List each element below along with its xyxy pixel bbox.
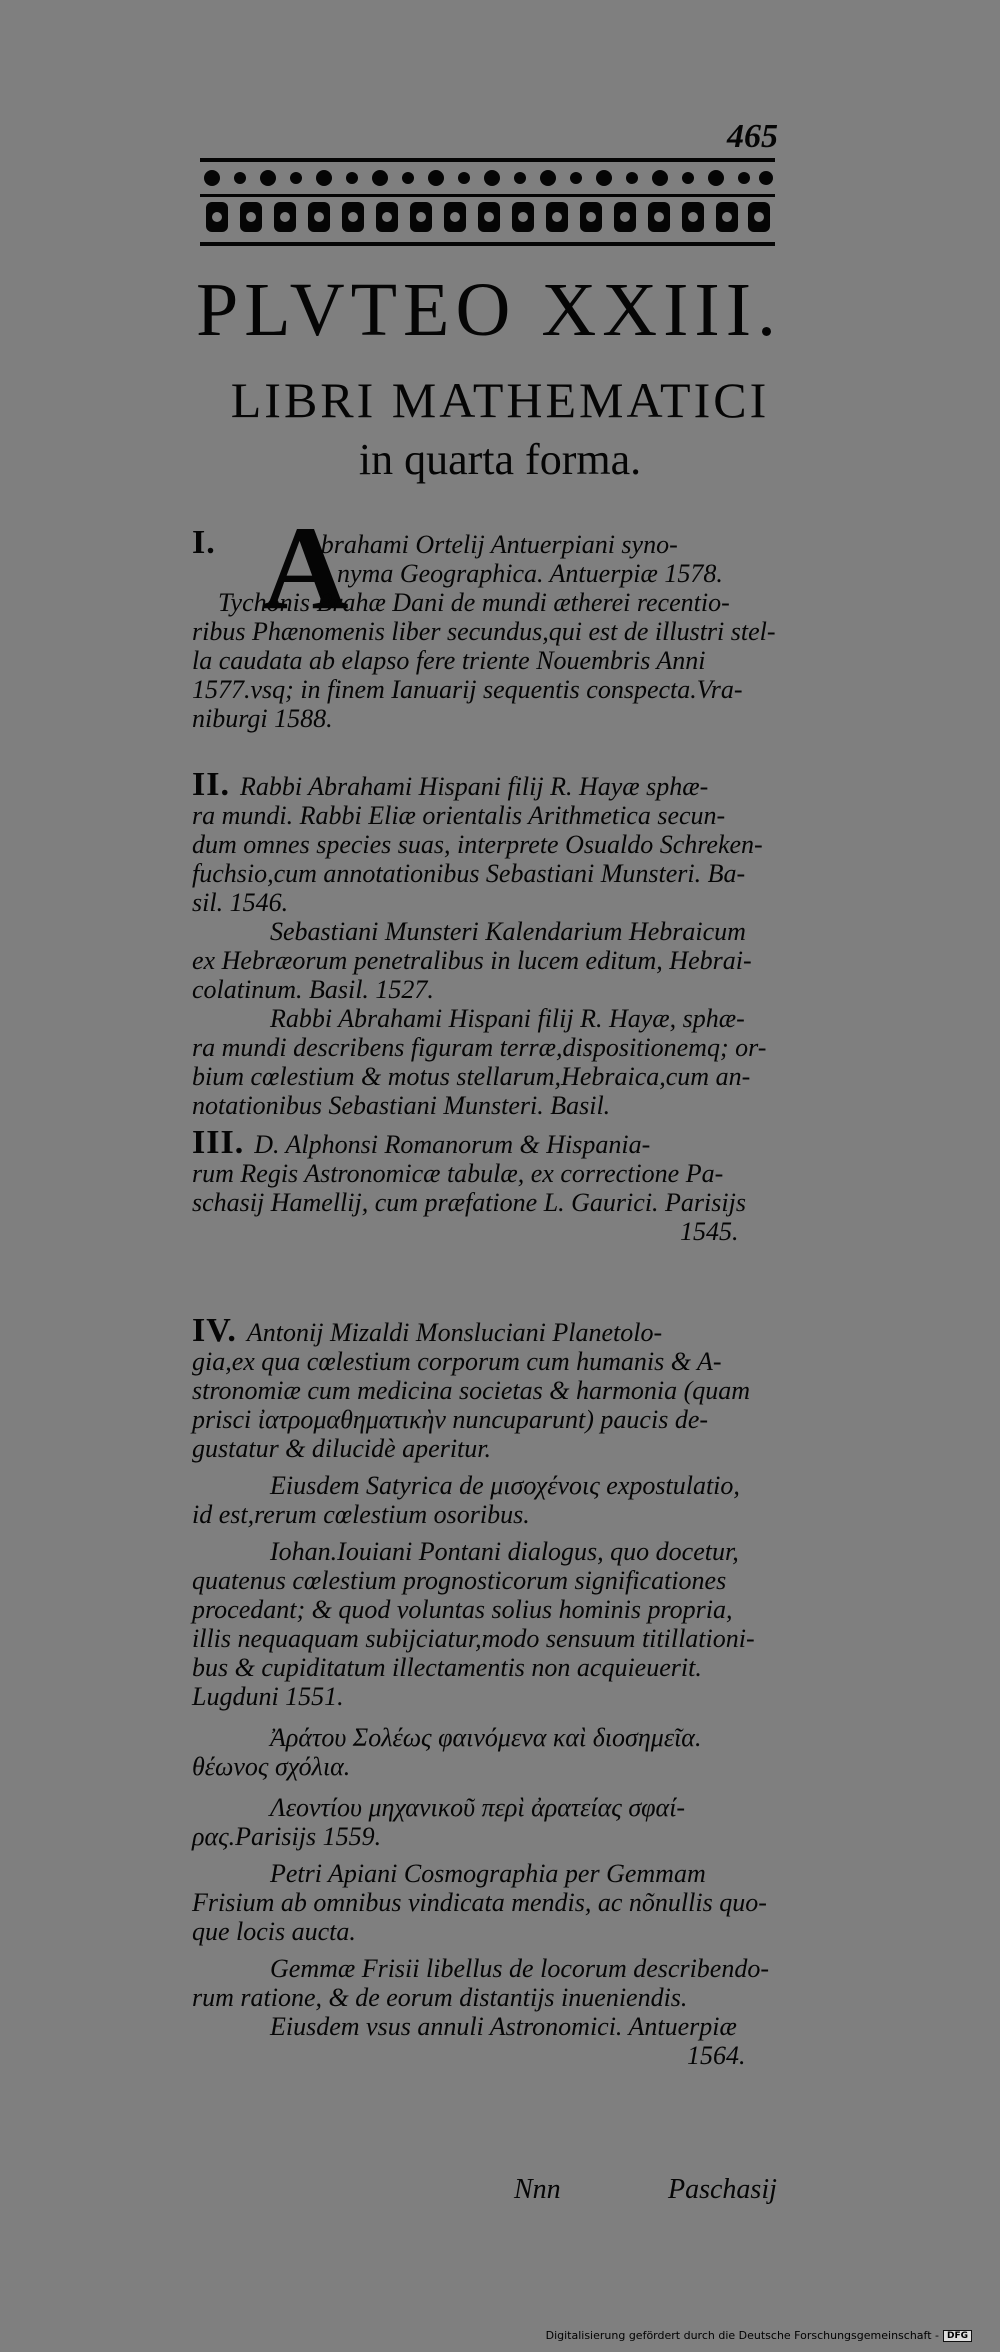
- entry-line: gia,ex qua cœlestium corporum cum humanis & A-: [192, 1347, 722, 1376]
- page-number: 465: [727, 118, 778, 155]
- entry-line: Iohan.Iouiani Pontani dialogus, quo docetur,: [270, 1537, 739, 1566]
- entry-line: III. D. Alphonsi Romanorum & Hispania-: [192, 1124, 651, 1161]
- decorative-ornament-band: [200, 150, 775, 250]
- entry-number: I.: [192, 524, 216, 561]
- entry-line: ra mundi. Rabbi Eliæ orientalis Arithmetica secun-: [192, 801, 726, 830]
- entry-line: procedant; & quod voluntas solius hominis propria,: [192, 1595, 733, 1624]
- entry-line: bus & cupiditatum illectamentis non acquieuerit.: [192, 1653, 702, 1682]
- entry-line: Sebastiani Munsteri Kalendarium Hebraicum: [270, 917, 746, 946]
- entry-line: ra mundi describens figuram terræ,dispositionemq; or-: [192, 1033, 767, 1062]
- entry-line: niburgi 1588.: [192, 704, 333, 733]
- entry-line: Frisium ab omnibus vindicata mendis, ac nõnullis quo-: [192, 1888, 767, 1917]
- entry-line: Petri Apiani Cosmographia per Gemmam: [270, 1859, 706, 1888]
- entry-line: quatenus cœlestium prognosticorum significationes: [192, 1566, 727, 1595]
- entry-2: [192, 766, 792, 1120]
- entry-line: ρας.Parisijs 1559.: [192, 1822, 382, 1851]
- entry-line: bium cœlestium & motus stellarum,Hebraica,cum an-: [192, 1062, 751, 1091]
- banner-text: Digitalisierung gefördert durch die Deutsche Forschungsgemeinschaft -: [545, 2329, 939, 2342]
- entry-line: la caudata ab elapso fere triente Nouembris Anni: [192, 646, 706, 675]
- entry-line: Rabbi Abrahami Hispani filij R. Hayæ, sphæ-: [270, 1004, 745, 1033]
- entry-line: rum Regis Astronomicæ tabulæ, ex correctione Pa-: [192, 1159, 724, 1188]
- entry-line: Tychonis Brahæ Dani de mundi ætherei recentio-: [218, 588, 730, 617]
- entry-line: Eiusdem Satyrica de μισοχένοις expostulatio,: [270, 1471, 740, 1500]
- page-title: PLVTEO XXIII.: [196, 268, 783, 352]
- entry-line: dum omnes species suas, interprete Osualdo Schreken-: [192, 830, 763, 859]
- entry-line: colatinum. Basil. 1527.: [192, 975, 434, 1004]
- entry-line: gustatur & dilucidè aperitur.: [192, 1434, 491, 1463]
- entry-3: [192, 1124, 792, 1246]
- entry-line: fuchsio,cum annotationibus Sebastiani Munsteri. Ba-: [192, 859, 746, 888]
- dfg-logo-icon: DFG: [943, 2330, 972, 2342]
- entry-1: [192, 524, 792, 733]
- entry-line: IV. Antonij Mizaldi Monsluciani Planetolo-: [192, 1312, 663, 1349]
- entry-line: illis nequaquam subijciatur,modo sensuum titillationi-: [192, 1624, 755, 1653]
- entry-line: θέωνος σχόλια.: [192, 1752, 351, 1781]
- entry-line: ribus Phænomenis liber secundus,qui est de illustri stel-: [192, 617, 776, 646]
- entry-line: rum ratione, & de eorum distantijs inueniendis.: [192, 1983, 688, 2012]
- entry-line: schasij Hamellij, cum præfatione L. Gaurici. Parisijs: [192, 1188, 746, 1217]
- entry-line: 1564.: [687, 2041, 746, 2070]
- entry-line: que locis aucta.: [192, 1917, 356, 1946]
- section-heading: LIBRI MATHEMATICI: [230, 372, 770, 428]
- entry-line: II. Rabbi Abrahami Hispani filij R. Hayæ sphæ-: [192, 766, 709, 803]
- entry-line: Ἀράτου Σολέως φαινόμενα καὶ διοσημεῖα.: [270, 1723, 702, 1752]
- entry-line: Λεοντίου μηχανικοῦ περὶ ἀρατείας σφαί-: [270, 1793, 686, 1822]
- signature-mark: Nnn: [514, 2174, 561, 2205]
- entry-number: III.: [192, 1124, 245, 1161]
- entry-line: notationibus Sebastiani Munsteri. Basil.: [192, 1091, 611, 1120]
- digitization-banner: [546, 2329, 972, 2342]
- entry-line: 1577.vsq; in finem Ianuarij sequentis conspecta.Vra-: [192, 675, 743, 704]
- entry-line: Lugduni 1551.: [192, 1682, 344, 1711]
- entry-line: sil. 1546.: [192, 888, 289, 917]
- entry-line: I. brahami Ortelij Antuerpiani syno-: [192, 524, 678, 561]
- entry-number: IV.: [192, 1312, 237, 1349]
- entry-line: nyma Geographica. Antuerpiæ 1578.: [337, 559, 723, 588]
- entry-4: [192, 1312, 792, 2070]
- entry-line: Gemmæ Frisii libellus de locorum describendo-: [270, 1954, 769, 1983]
- entry-line: 1545.: [680, 1217, 739, 1246]
- entry-line: stronomiæ cum medicina societas & harmonia (quam: [192, 1376, 750, 1405]
- entry-line: ex Hebræorum penetralibus in lucem editum, Hebrai-: [192, 946, 752, 975]
- drop-capital: A: [262, 501, 349, 634]
- entry-line: prisci ἰατρομαθηματικὴν nuncuparunt) paucis de-: [192, 1405, 709, 1434]
- entry-number: II.: [192, 766, 230, 803]
- entry-line: Eiusdem vsus annuli Astronomici. Antuerpiæ: [270, 2012, 737, 2041]
- section-subheading: in quarta forma.: [358, 435, 642, 484]
- catchword: Paschasij: [668, 2174, 777, 2205]
- entry-line: id est,rerum cœlestium osoribus.: [192, 1500, 530, 1529]
